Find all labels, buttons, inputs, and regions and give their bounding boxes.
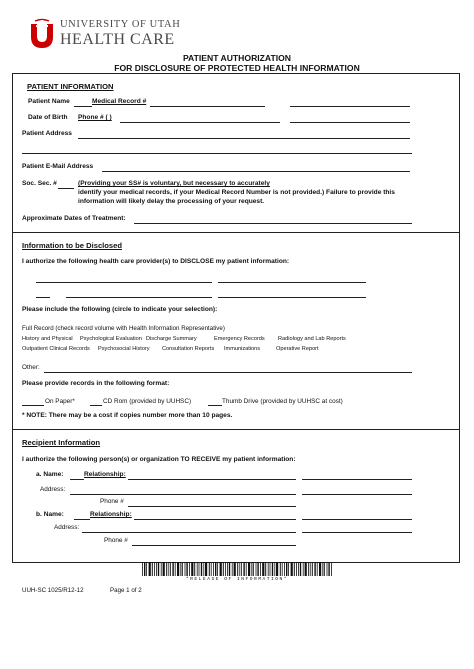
dob-label: Date of Birth	[28, 114, 68, 121]
phone-label: Phone # ( )	[78, 114, 112, 121]
disclose-authorize-text: I authorize the following health care provider(s) to DISCLOSE my patient information:	[22, 258, 290, 265]
recipient-a-address-field[interactable]	[70, 494, 296, 495]
recipient-a-address-label: Address:	[40, 486, 66, 493]
format-paper-blank[interactable]	[22, 405, 44, 406]
recipient-a-phone-label: Phone #	[100, 498, 124, 505]
ssn-note-3: information will likely delay the processing of your request.	[78, 198, 265, 205]
recipient-b-relationship-field[interactable]	[134, 519, 296, 520]
recipient-b-address-field[interactable]	[82, 532, 296, 533]
recipient-a-phone-field[interactable]	[128, 506, 296, 507]
record-option-immunizations[interactable]: Immunizations	[224, 346, 261, 352]
other-field[interactable]	[44, 372, 412, 373]
email-label: Patient E-Mail Address	[22, 163, 94, 170]
record-option-outpatient[interactable]: Outpatient Clinical Records	[22, 346, 90, 352]
medical-record-field[interactable]	[150, 106, 265, 107]
recipient-b-name-label: b. Name:	[36, 511, 64, 518]
address-field-line2[interactable]	[22, 153, 412, 154]
provider-field-3a[interactable]	[36, 297, 50, 298]
ssn-note-2: identify your medical records, if your Medical Record Number is not provided.) Failure to provide this	[78, 189, 395, 196]
provider-field-1[interactable]	[36, 282, 212, 283]
ssn-note-1: (Providing your SS# is voluntary, but necessary to accurately	[78, 180, 270, 187]
record-option-psychosocial[interactable]: Psychosocial History	[98, 346, 150, 352]
ssn-label: Soc. Sec. #	[22, 180, 57, 187]
format-thumb-blank[interactable]	[208, 405, 222, 406]
full-record-option[interactable]: Full Record (check record volume with Health Information Representative)	[22, 325, 225, 332]
recipient-b-phone-label: Phone #	[104, 537, 128, 544]
dob-field[interactable]	[120, 122, 280, 123]
recipient-b-relationship-label: Relationship:	[90, 511, 132, 518]
address-label: Patient Address	[22, 130, 72, 137]
recipient-a-address-field-2[interactable]	[302, 494, 412, 495]
logo-text-university: UNIVERSITY OF UTAH	[60, 19, 181, 30]
recipient-heading: Recipient Information	[22, 438, 101, 447]
provider-field-2[interactable]	[218, 282, 366, 283]
include-text: Please include the following (circle to indicate your selection):	[22, 306, 218, 313]
recipient-a-relationship-label: Relationship:	[84, 471, 126, 478]
email-field[interactable]	[102, 171, 410, 172]
record-option-radiology[interactable]: Radiology and Lab Reports	[278, 336, 346, 342]
patient-info-heading: PATIENT INFORMATION	[27, 82, 114, 91]
provider-field-4[interactable]	[218, 297, 366, 298]
other-label: Other:	[22, 364, 40, 371]
provider-field-3b[interactable]	[66, 297, 212, 298]
recipient-a-extra-field[interactable]	[302, 479, 412, 480]
section-divider	[12, 429, 460, 430]
record-option-emergency[interactable]: Emergency Records	[214, 336, 265, 342]
treatment-dates-field[interactable]	[134, 223, 412, 224]
page-number: Page 1 of 2	[110, 587, 142, 594]
ssn-field[interactable]	[58, 188, 74, 189]
record-option-discharge[interactable]: Discharge Summary	[146, 336, 197, 342]
record-option-operative[interactable]: Operative Report	[276, 346, 319, 352]
section-divider	[12, 232, 460, 233]
university-of-utah-logo-icon	[27, 18, 57, 52]
patient-name-extra-field[interactable]	[290, 106, 410, 107]
recipient-authorize-text: I authorize the following person(s) or organization TO RECEIVE my patient information:	[22, 456, 296, 463]
patient-name-field[interactable]	[74, 106, 92, 107]
disclosed-heading: Information to be Disclosed	[22, 241, 122, 250]
recipient-a-name-label: a. Name:	[36, 471, 64, 478]
format-cd-blank[interactable]	[90, 405, 102, 406]
recipient-b-name-field[interactable]	[74, 519, 90, 520]
phone-field[interactable]	[290, 122, 410, 123]
recipient-b-extra-field[interactable]	[302, 519, 412, 520]
medical-record-label: Medical Record #	[92, 98, 147, 105]
recipient-a-name-field[interactable]	[70, 479, 84, 480]
recipient-b-address-field-2[interactable]	[302, 532, 412, 533]
address-field-line1[interactable]	[78, 138, 410, 139]
patient-name-label: Patient Name	[28, 98, 70, 105]
form-frame	[12, 73, 460, 563]
logo-text-health-care: HEALTH CARE	[60, 31, 175, 48]
barcode-icon	[142, 562, 332, 576]
recipient-a-relationship-field[interactable]	[128, 479, 296, 480]
recipient-b-address-label: Address:	[54, 524, 80, 531]
treatment-dates-label: Approximate Dates of Treatment:	[22, 215, 126, 222]
form-title-line2: FOR DISCLOSURE OF PROTECTED HEALTH INFORMATION	[114, 63, 360, 73]
form-title-line1: PATIENT AUTHORIZATION	[182, 53, 292, 63]
format-text: Please provide records in the following format:	[22, 380, 170, 387]
form-id: UUH-SC 1025/R12-12	[22, 587, 84, 594]
cost-note: * NOTE: There may be a cost if copies number more than 10 pages.	[22, 412, 233, 419]
record-option-psych-eval[interactable]: Psychological Evaluation	[80, 336, 142, 342]
format-paper-option[interactable]: On Paper*	[45, 398, 75, 405]
format-thumb-option[interactable]: Thumb Drive (provided by UUHSC at cost)	[222, 398, 343, 405]
barcode-text: *RELEASE OF INFORMATION*	[185, 577, 289, 582]
recipient-b-phone-field[interactable]	[132, 545, 296, 546]
record-option-history[interactable]: History and Physical	[22, 336, 73, 342]
record-option-consultation[interactable]: Consultation Reports	[162, 346, 215, 352]
format-cd-option[interactable]: CD Rom (provided by UUHSC)	[103, 398, 192, 405]
